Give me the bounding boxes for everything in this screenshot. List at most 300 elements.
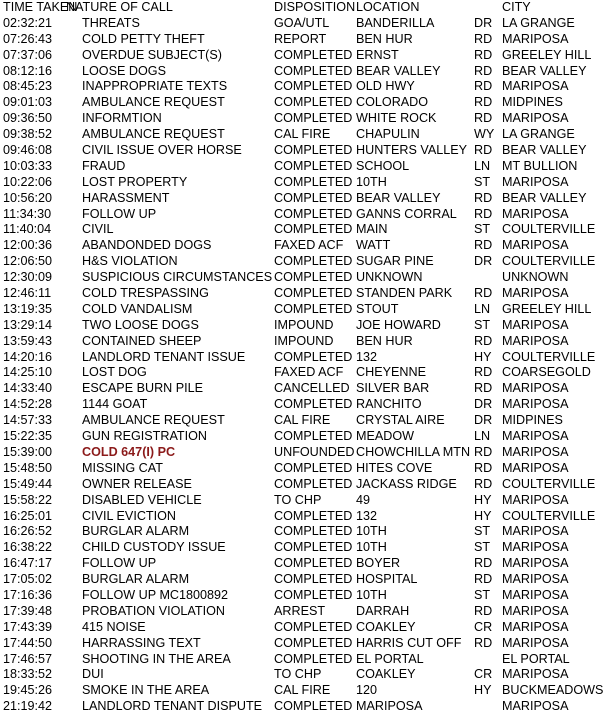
call-nature: ESCAPE BURN PILE bbox=[82, 381, 204, 396]
call-nature: CIVIL EVICTION bbox=[82, 508, 177, 523]
call-location: STOUT bbox=[356, 301, 399, 316]
call-disposition: COMPLETED bbox=[274, 79, 353, 94]
call-city: MARIPOSA bbox=[502, 587, 569, 602]
table-row bbox=[0, 222, 614, 238]
call-time: 16:38:22 bbox=[3, 540, 53, 555]
call-disposition: COMPLETED bbox=[274, 190, 353, 205]
call-city: UNKNOWN bbox=[502, 270, 569, 285]
street-suffix: HY bbox=[474, 349, 492, 364]
call-nature: COLD 647(I) PC bbox=[82, 444, 176, 459]
table-row bbox=[0, 95, 614, 111]
call-nature: PROBATION VIOLATION bbox=[82, 603, 225, 618]
table-row bbox=[0, 270, 614, 286]
street-suffix: CR bbox=[474, 667, 493, 682]
table-row bbox=[0, 286, 614, 302]
call-city: LA GRANGE bbox=[502, 127, 575, 142]
street-suffix: WY bbox=[474, 127, 495, 142]
call-location: BEAR VALLEY bbox=[356, 63, 441, 78]
call-location: BEN HUR bbox=[356, 333, 413, 348]
call-location: BEN HUR bbox=[356, 31, 413, 46]
call-location: 49 bbox=[356, 492, 371, 507]
call-location: BEAR VALLEY bbox=[356, 190, 441, 205]
call-time: 07:37:06 bbox=[3, 47, 53, 62]
call-disposition: COMPLETED bbox=[274, 619, 353, 634]
call-disposition: COMPLETED bbox=[274, 651, 353, 666]
call-disposition: COMPLETED bbox=[274, 349, 353, 364]
street-suffix: LN bbox=[474, 301, 491, 316]
call-time: 10:22:06 bbox=[3, 174, 53, 189]
call-city: MARIPOSA bbox=[502, 317, 569, 332]
call-nature: COLD TRESPASSING bbox=[82, 286, 209, 301]
call-time: 17:05:02 bbox=[3, 572, 53, 587]
call-time: 17:16:36 bbox=[3, 587, 53, 602]
street-suffix: ST bbox=[474, 174, 491, 189]
call-disposition: IMPOUND bbox=[274, 317, 334, 332]
call-time: 10:03:33 bbox=[3, 158, 53, 173]
call-location: CHOWCHILLA MTN bbox=[356, 444, 471, 459]
call-location: SILVER BAR bbox=[356, 381, 430, 396]
call-disposition: COMPLETED bbox=[274, 572, 353, 587]
call-time: 14:20:16 bbox=[3, 349, 53, 364]
table-row bbox=[0, 302, 614, 318]
table-row bbox=[0, 493, 614, 509]
call-time: 17:44:50 bbox=[3, 635, 53, 650]
call-city: MARIPOSA bbox=[502, 444, 569, 459]
call-nature: DUI bbox=[82, 667, 104, 682]
street-suffix: RD bbox=[474, 143, 493, 158]
table-row bbox=[0, 191, 614, 207]
call-location: 132 bbox=[356, 508, 378, 523]
table-row bbox=[0, 429, 614, 445]
call-disposition: CAL FIRE bbox=[274, 683, 331, 698]
call-city: MARIPOSA bbox=[502, 174, 569, 189]
call-disposition: COMPLETED bbox=[274, 524, 353, 539]
table-row bbox=[0, 604, 614, 620]
call-disposition: COMPLETED bbox=[274, 111, 353, 126]
call-disposition: FAXED ACF bbox=[274, 238, 344, 253]
call-disposition: TO CHP bbox=[274, 667, 322, 682]
call-city: MIDPINES bbox=[502, 95, 563, 110]
call-disposition: COMPLETED bbox=[274, 699, 353, 714]
call-city: MARIPOSA bbox=[502, 238, 569, 253]
call-nature: LANDLORD TENANT ISSUE bbox=[82, 349, 246, 364]
table-row bbox=[0, 652, 614, 668]
street-suffix: RD bbox=[474, 444, 493, 459]
table-row bbox=[0, 350, 614, 366]
street-suffix: DR bbox=[474, 397, 493, 412]
table-row bbox=[0, 365, 614, 381]
call-time: 17:39:48 bbox=[3, 603, 53, 618]
call-location: EL PORTAL bbox=[356, 651, 424, 666]
call-nature: DISABLED VEHICLE bbox=[82, 492, 202, 507]
call-city: BEAR VALLEY bbox=[502, 143, 587, 158]
call-time: 16:25:01 bbox=[3, 508, 53, 523]
call-time: 19:45:26 bbox=[3, 683, 53, 698]
call-city: MARIPOSA bbox=[502, 540, 569, 555]
table-row bbox=[0, 159, 614, 175]
call-nature: LANDLORD TENANT DISPUTE bbox=[82, 699, 263, 714]
table-row bbox=[0, 556, 614, 572]
call-disposition: COMPLETED bbox=[274, 143, 353, 158]
street-suffix: RD bbox=[474, 333, 493, 348]
table-row bbox=[0, 48, 614, 64]
call-nature: CONTAINED SHEEP bbox=[82, 333, 202, 348]
call-disposition: COMPLETED bbox=[274, 95, 353, 110]
call-city: MT BULLION bbox=[502, 158, 578, 173]
table-row bbox=[0, 143, 614, 159]
call-city: EL PORTAL bbox=[502, 651, 570, 666]
table-row bbox=[0, 64, 614, 80]
call-nature: BURGLAR ALARM bbox=[82, 572, 190, 587]
street-suffix: RD bbox=[474, 476, 493, 491]
table-row bbox=[0, 254, 614, 270]
call-city: MARIPOSA bbox=[502, 429, 569, 444]
call-nature: AMBULANCE REQUEST bbox=[82, 413, 225, 428]
call-location: MARIPOSA bbox=[356, 699, 423, 714]
header-city: CITY bbox=[502, 0, 531, 14]
call-city: MARIPOSA bbox=[502, 397, 569, 412]
call-disposition: COMPLETED bbox=[274, 158, 353, 173]
call-location: BANDERILLA bbox=[356, 15, 435, 30]
table-row bbox=[0, 477, 614, 493]
call-location: WHITE ROCK bbox=[356, 111, 437, 126]
call-location: MAIN bbox=[356, 222, 388, 237]
call-location: SCHOOL bbox=[356, 158, 410, 173]
call-city: MARIPOSA bbox=[502, 699, 569, 714]
call-city: COULTERVILLE bbox=[502, 508, 596, 523]
call-nature: CIVIL bbox=[82, 222, 114, 237]
call-time: 15:48:50 bbox=[3, 460, 53, 475]
call-time: 13:59:43 bbox=[3, 333, 53, 348]
call-nature: OWNER RELEASE bbox=[82, 476, 192, 491]
table-row bbox=[0, 127, 614, 143]
street-suffix: RD bbox=[474, 190, 493, 205]
table-row bbox=[0, 32, 614, 48]
street-suffix: CR bbox=[474, 619, 493, 634]
street-suffix: HY bbox=[474, 683, 492, 698]
call-nature: 1144 GOAT bbox=[82, 397, 148, 412]
street-suffix: DR bbox=[474, 413, 493, 428]
call-disposition: COMPLETED bbox=[274, 63, 353, 78]
call-time: 13:19:35 bbox=[3, 301, 53, 316]
call-time: 17:43:39 bbox=[3, 619, 53, 634]
street-suffix: RD bbox=[474, 556, 493, 571]
street-suffix: RD bbox=[474, 95, 493, 110]
call-disposition: COMPLETED bbox=[274, 174, 353, 189]
call-city: LA GRANGE bbox=[502, 15, 575, 30]
call-disposition: COMPLETED bbox=[274, 397, 353, 412]
street-suffix: DR bbox=[474, 254, 493, 269]
call-time: 09:01:03 bbox=[3, 95, 53, 110]
header-time: TIME TAKEN bbox=[3, 0, 78, 14]
call-city: COULTERVILLE bbox=[502, 349, 596, 364]
call-disposition: UNFOUNDED bbox=[274, 444, 355, 459]
call-location: MEADOW bbox=[356, 429, 415, 444]
street-suffix: ST bbox=[474, 524, 491, 539]
street-suffix: ST bbox=[474, 587, 491, 602]
call-disposition: ARREST bbox=[274, 603, 326, 618]
call-time: 10:56:20 bbox=[3, 190, 53, 205]
call-location: HOSPITAL bbox=[356, 572, 418, 587]
call-nature: LOST DOG bbox=[82, 365, 147, 380]
call-time: 13:29:14 bbox=[3, 317, 53, 332]
call-time: 15:58:22 bbox=[3, 492, 53, 507]
table-row bbox=[0, 620, 614, 636]
call-nature: GUN REGISTRATION bbox=[82, 429, 208, 444]
street-suffix: RD bbox=[474, 206, 493, 221]
table-row bbox=[0, 667, 614, 683]
table-row bbox=[0, 524, 614, 540]
table-row bbox=[0, 461, 614, 477]
street-suffix: RD bbox=[474, 603, 493, 618]
call-disposition: GOA/UTL bbox=[274, 15, 330, 30]
street-suffix: ST bbox=[474, 222, 491, 237]
call-nature: FRAUD bbox=[82, 158, 126, 173]
call-nature: FOLLOW UP bbox=[82, 556, 157, 571]
call-rows bbox=[0, 16, 614, 715]
call-city: MARIPOSA bbox=[502, 79, 569, 94]
street-suffix: ST bbox=[474, 540, 491, 555]
call-time: 12:46:11 bbox=[3, 286, 52, 301]
call-city: BEAR VALLEY bbox=[502, 63, 587, 78]
call-nature: THREATS bbox=[82, 15, 140, 30]
call-location: WATT bbox=[356, 238, 391, 253]
call-nature: MISSING CAT bbox=[82, 460, 163, 475]
call-city: MARIPOSA bbox=[502, 460, 569, 475]
street-suffix: RD bbox=[474, 111, 493, 126]
call-time: 12:30:09 bbox=[3, 270, 53, 285]
call-disposition: COMPLETED bbox=[274, 460, 353, 475]
call-nature: BURGLAR ALARM bbox=[82, 524, 190, 539]
call-location: RANCHITO bbox=[356, 397, 422, 412]
table-row bbox=[0, 79, 614, 95]
call-nature: COLD PETTY THEFT bbox=[82, 31, 205, 46]
call-city: MARIPOSA bbox=[502, 206, 569, 221]
call-city: MARIPOSA bbox=[502, 603, 569, 618]
call-time: 08:45:23 bbox=[3, 79, 53, 94]
call-nature: AMBULANCE REQUEST bbox=[82, 95, 225, 110]
call-disposition: COMPLETED bbox=[274, 47, 353, 62]
call-nature: SHOOTING IN THE AREA bbox=[82, 651, 231, 666]
call-city: GREELEY HILL bbox=[502, 301, 592, 316]
call-nature: CIVIL ISSUE OVER HORSE bbox=[82, 143, 242, 158]
call-city: COULTERVILLE bbox=[502, 476, 596, 491]
call-nature: FOLLOW UP bbox=[82, 206, 157, 221]
street-suffix: RD bbox=[474, 31, 493, 46]
call-nature: HARRASSING TEXT bbox=[82, 635, 201, 650]
call-city: MARIPOSA bbox=[502, 635, 569, 650]
call-time: 11:34:30 bbox=[3, 206, 52, 221]
table-row bbox=[0, 636, 614, 652]
call-time: 08:12:16 bbox=[3, 63, 53, 78]
call-location: HARRIS CUT OFF bbox=[356, 635, 462, 650]
table-row bbox=[0, 334, 614, 350]
street-suffix: RD bbox=[474, 381, 493, 396]
call-disposition: COMPLETED bbox=[274, 206, 353, 221]
table-row bbox=[0, 699, 614, 715]
call-location: DARRAH bbox=[356, 603, 410, 618]
call-location: CRYSTAL AIRE bbox=[356, 413, 445, 428]
street-suffix: ST bbox=[474, 317, 491, 332]
street-suffix: RD bbox=[474, 572, 493, 587]
call-nature: HARASSMENT bbox=[82, 190, 170, 205]
call-city: GREELEY HILL bbox=[502, 47, 592, 62]
table-row bbox=[0, 238, 614, 254]
call-nature: TWO LOOSE DOGS bbox=[82, 317, 199, 332]
call-time: 15:49:44 bbox=[3, 476, 53, 491]
call-time: 09:36:50 bbox=[3, 111, 53, 126]
call-disposition: COMPLETED bbox=[274, 587, 353, 602]
street-suffix: RD bbox=[474, 79, 493, 94]
call-disposition: COMPLETED bbox=[274, 429, 353, 444]
call-nature: COLD VANDALISM bbox=[82, 301, 193, 316]
call-city: COULTERVILLE bbox=[502, 222, 596, 237]
call-disposition: COMPLETED bbox=[274, 556, 353, 571]
call-disposition: COMPLETED bbox=[274, 301, 353, 316]
call-city: MARIPOSA bbox=[502, 381, 569, 396]
call-location: SUGAR PINE bbox=[356, 254, 434, 269]
call-nature: INFORMTION bbox=[82, 111, 162, 126]
call-location: COAKLEY bbox=[356, 619, 416, 634]
street-suffix: RD bbox=[474, 238, 493, 253]
call-city: MARIPOSA bbox=[502, 333, 569, 348]
call-location: 132 bbox=[356, 349, 378, 364]
call-disposition: FAXED ACF bbox=[274, 365, 344, 380]
call-location: 10TH bbox=[356, 540, 387, 555]
call-time: 16:47:17 bbox=[3, 556, 53, 571]
call-time: 14:33:40 bbox=[3, 381, 53, 396]
call-time: 12:00:36 bbox=[3, 238, 53, 253]
call-city: COULTERVILLE bbox=[502, 254, 596, 269]
call-disposition: COMPLETED bbox=[274, 222, 353, 237]
call-disposition: CANCELLED bbox=[274, 381, 350, 396]
table-row bbox=[0, 207, 614, 223]
header-disposition: DISPOSITION bbox=[274, 0, 356, 14]
call-location: 10TH bbox=[356, 524, 387, 539]
call-nature: ABANDONDED DOGS bbox=[82, 238, 212, 253]
street-suffix: RD bbox=[474, 47, 493, 62]
call-city: MARIPOSA bbox=[502, 667, 569, 682]
call-time: 17:46:57 bbox=[3, 651, 53, 666]
call-nature: FOLLOW UP MC1800892 bbox=[82, 587, 229, 602]
call-location: 10TH bbox=[356, 587, 387, 602]
street-suffix: LN bbox=[474, 158, 491, 173]
header-row bbox=[0, 0, 614, 16]
call-disposition: COMPLETED bbox=[274, 286, 353, 301]
street-suffix: RD bbox=[474, 63, 493, 78]
call-nature: CHILD CUSTODY ISSUE bbox=[82, 540, 226, 555]
call-location: 120 bbox=[356, 683, 378, 698]
call-location: COLORADO bbox=[356, 95, 429, 110]
call-disposition: COMPLETED bbox=[274, 540, 353, 555]
call-city: MARIPOSA bbox=[502, 572, 569, 587]
call-location: HUNTERS VALLEY bbox=[356, 143, 468, 158]
call-city: COARSEGOLD bbox=[502, 365, 591, 380]
call-nature: SMOKE IN THE AREA bbox=[82, 683, 210, 698]
header-nature: NATURE OF CALL bbox=[66, 0, 173, 14]
header-location: LOCATION bbox=[356, 0, 420, 14]
table-row bbox=[0, 397, 614, 413]
call-time: 07:26:43 bbox=[3, 31, 53, 46]
call-disposition: CAL FIRE bbox=[274, 413, 331, 428]
call-city: MARIPOSA bbox=[502, 31, 569, 46]
call-time: 12:06:50 bbox=[3, 254, 53, 269]
call-nature: H&S VIOLATION bbox=[82, 254, 178, 269]
call-time: 09:46:08 bbox=[3, 143, 53, 158]
call-city: MARIPOSA bbox=[502, 286, 569, 301]
call-location: JACKASS RIDGE bbox=[356, 476, 457, 491]
call-time: 14:52:28 bbox=[3, 397, 53, 412]
call-location: BOYER bbox=[356, 556, 401, 571]
call-nature: SUSPICIOUS CIRCUMSTANCES bbox=[82, 270, 273, 285]
call-location: OLD HWY bbox=[356, 79, 415, 94]
call-location: 10TH bbox=[356, 174, 387, 189]
call-city: MARIPOSA bbox=[502, 111, 569, 126]
table-row bbox=[0, 509, 614, 525]
call-disposition: COMPLETED bbox=[274, 476, 353, 491]
call-location: JOE HOWARD bbox=[356, 317, 441, 332]
call-time: 16:26:52 bbox=[3, 524, 53, 539]
call-nature: 415 NOISE bbox=[82, 619, 146, 634]
call-disposition: IMPOUND bbox=[274, 333, 334, 348]
call-disposition: CAL FIRE bbox=[274, 127, 331, 142]
street-suffix: RD bbox=[474, 365, 493, 380]
call-city: MARIPOSA bbox=[502, 524, 569, 539]
call-disposition: COMPLETED bbox=[274, 508, 353, 523]
call-nature: OVERDUE SUBJECT(S) bbox=[82, 47, 222, 62]
call-location: GANNS CORRAL bbox=[356, 206, 457, 221]
call-city: MARIPOSA bbox=[502, 619, 569, 634]
call-time: 15:22:35 bbox=[3, 429, 53, 444]
call-location: STANDEN PARK bbox=[356, 286, 453, 301]
street-suffix: HY bbox=[474, 492, 492, 507]
call-location: UNKNOWN bbox=[356, 270, 423, 285]
street-suffix: RD bbox=[474, 460, 493, 475]
table-row bbox=[0, 318, 614, 334]
table-row bbox=[0, 381, 614, 397]
call-time: 21:19:42 bbox=[3, 699, 53, 714]
call-nature: LOOSE DOGS bbox=[82, 63, 166, 78]
street-suffix: LN bbox=[474, 429, 491, 444]
call-location: CHEYENNE bbox=[356, 365, 426, 380]
call-time: 14:57:33 bbox=[3, 413, 53, 428]
street-suffix: RD bbox=[474, 635, 493, 650]
table-row bbox=[0, 683, 614, 699]
table-row bbox=[0, 16, 614, 32]
call-city: MARIPOSA bbox=[502, 556, 569, 571]
call-disposition: REPORT bbox=[274, 31, 327, 46]
call-time: 18:33:52 bbox=[3, 667, 53, 682]
call-city: BEAR VALLEY bbox=[502, 190, 587, 205]
table-row bbox=[0, 572, 614, 588]
call-city: MARIPOSA bbox=[502, 492, 569, 507]
table-row bbox=[0, 413, 614, 429]
table-row bbox=[0, 445, 614, 461]
call-disposition: COMPLETED bbox=[274, 635, 353, 650]
call-time: 11:40:04 bbox=[3, 222, 52, 237]
call-nature: AMBULANCE REQUEST bbox=[82, 127, 225, 142]
call-city: BUCKMEADOWS bbox=[502, 683, 604, 698]
call-city: MIDPINES bbox=[502, 413, 563, 428]
street-suffix: DR bbox=[474, 15, 493, 30]
call-location: CHAPULIN bbox=[356, 127, 420, 142]
table-row bbox=[0, 540, 614, 556]
call-disposition: COMPLETED bbox=[274, 254, 353, 269]
call-location: ERNST bbox=[356, 47, 399, 62]
table-row bbox=[0, 175, 614, 191]
table-row bbox=[0, 111, 614, 127]
call-disposition: COMPLETED bbox=[274, 270, 353, 285]
